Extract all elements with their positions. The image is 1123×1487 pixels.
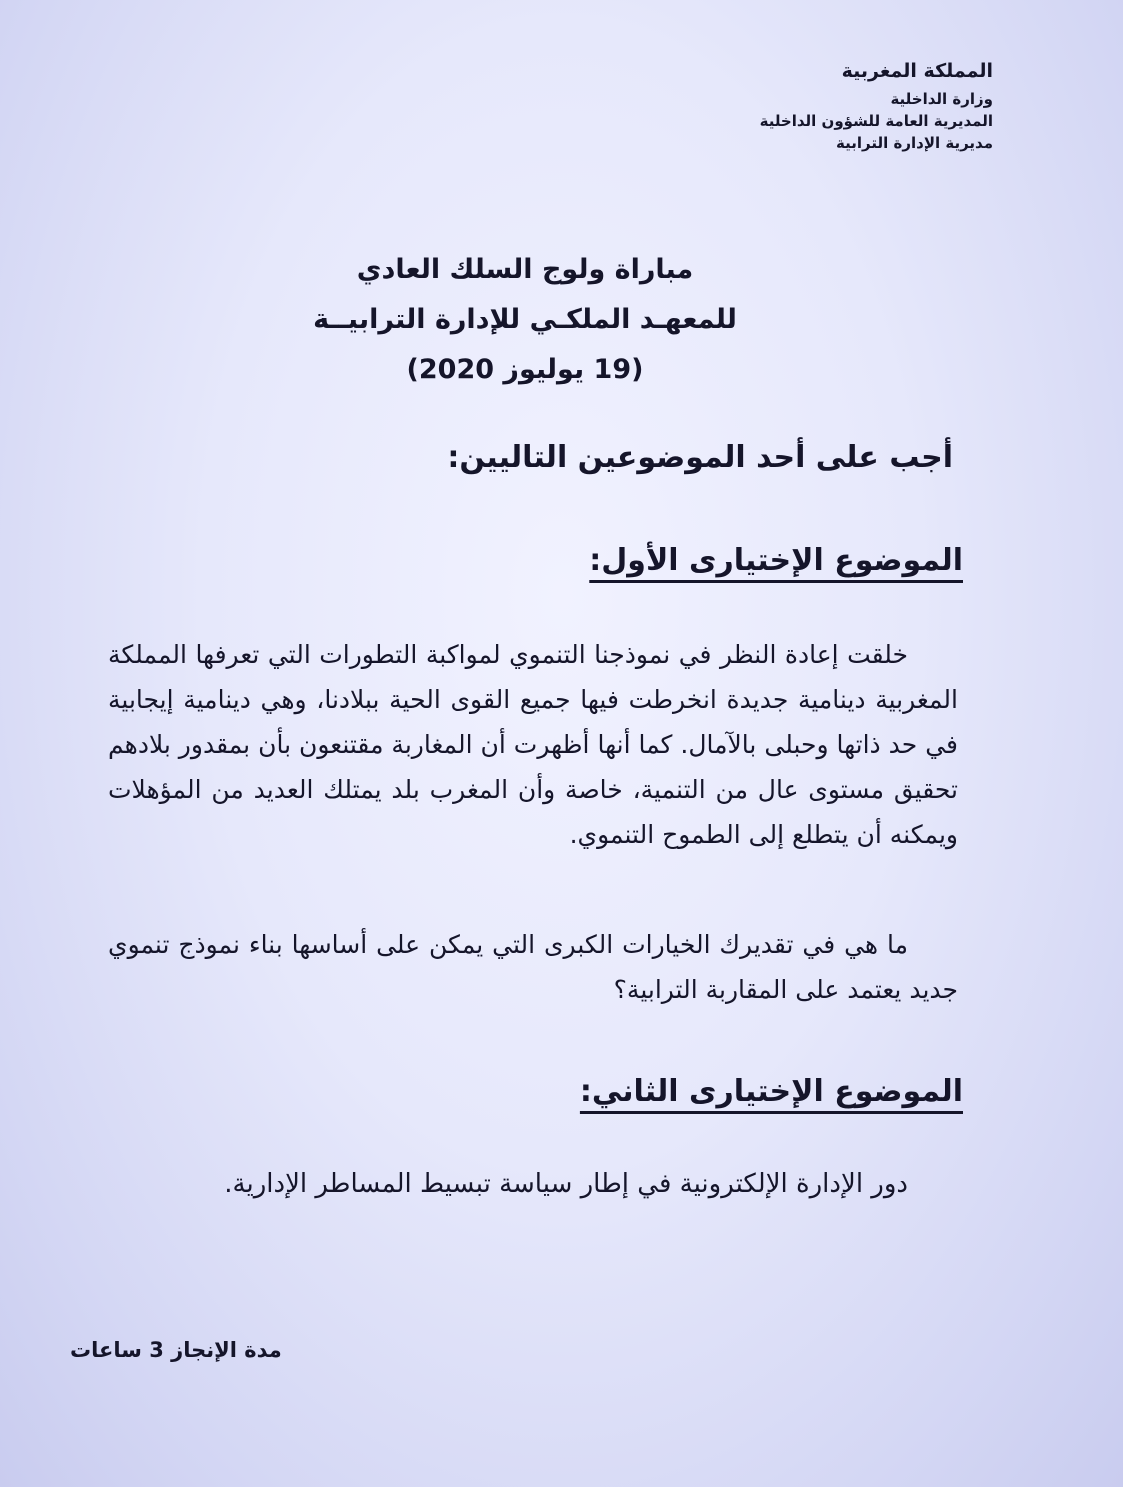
directorate-general-name: المديرية العامة للشؤون الداخلية (759, 112, 993, 130)
directorate-name: مديرية الإدارة الترابية (836, 134, 993, 152)
instruction: أجب على أحد الموضوعين التاليين: (447, 440, 953, 475)
ministry-name: وزارة الداخلية (890, 90, 993, 108)
kingdom-name: المملكة المغربية (841, 60, 993, 82)
topic-1-question: ما هي في تقديرك الخيارات الكبرى التي يمكن على أساسها بناء نموذج تنموي جديد يعتمد على المقاربة الترابية؟ (108, 930, 958, 1004)
title-date: (19 يوليوز 2020) (406, 354, 644, 385)
topic-2-heading: الموضوع الإختيارى الثاني: (579, 1074, 963, 1109)
exam-duration: مدة الإنجاز 3 ساعات (70, 1338, 282, 1362)
letterhead (653, 60, 993, 154)
title-line-2: للمعهـد الملكـي للإدارة الترابيــة (313, 304, 737, 335)
title-line-1: مباراة ولوج السلك العادي (356, 254, 694, 285)
topic-1-paragraph: خلقت إعادة النظر في نموذجنا التنموي لمواكبة التطورات التي تعرفها المملكة المغربية دينامية جديدة انخرطت فيها جميع القوى الحية ببلادنا، وهي دينامية إيجابية في حد ذاتها وحبلى بالآمال. كما أنها أظهرت أن المغاربة مقتنعون بأن بمقدور بلادهم تحقيق مستوى عال من التنمية، خاصة وأن المغرب بلد يمتلك العديد من المؤهلات ويمكنه أن يتطلع إلى الطموح التنموي. (108, 640, 958, 849)
topic-2-paragraph: دور الإدارة الإلكترونية في إطار سياسة تبسيط المساطر الإدارية. (224, 1169, 908, 1199)
topic-1-heading: الموضوع الإختيارى الأول: (589, 543, 963, 578)
exam-title (300, 245, 750, 395)
